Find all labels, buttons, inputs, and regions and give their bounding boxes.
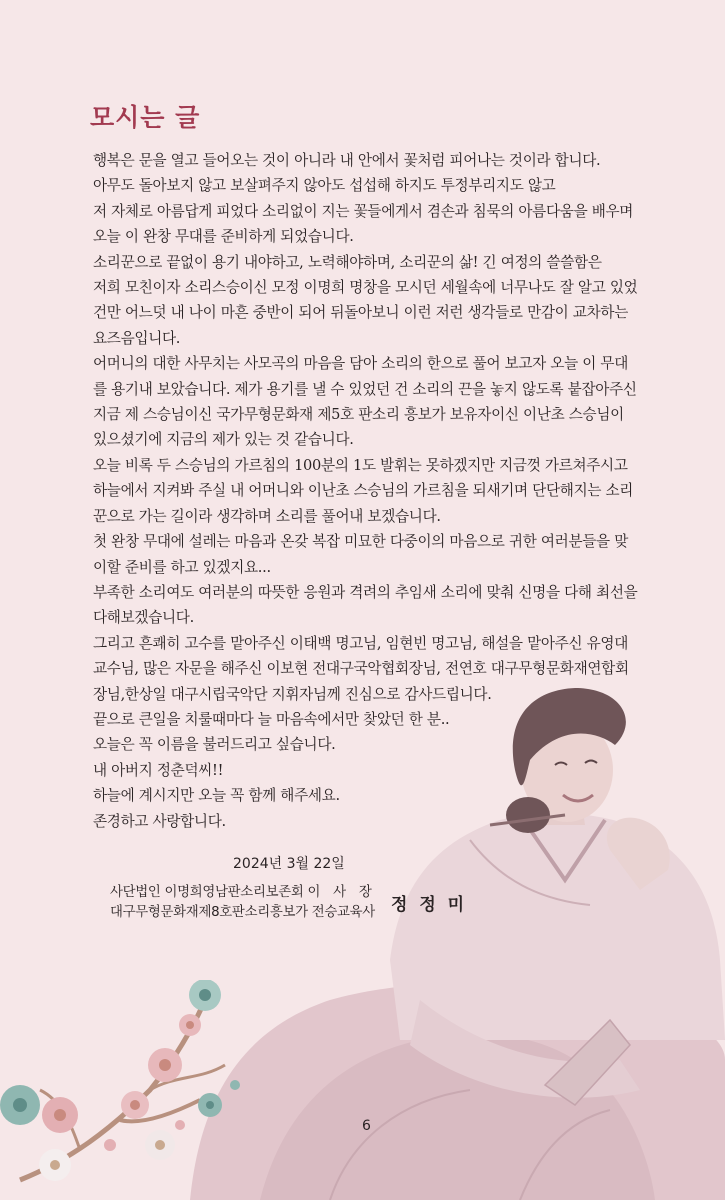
body-line: 장님,한상일 대구시립국악단 지휘자님께 진심으로 감사드립니다. — [93, 685, 492, 703]
body-line: 존경하고 사랑합니다. — [93, 812, 226, 830]
blossom-pink-3 — [121, 1091, 149, 1119]
body-line: 하늘에 계시지만 오늘 꼭 함께 해주세요. — [93, 787, 340, 805]
body-line: 있으셨기에 지금의 제가 있는 것 같습니다. — [93, 431, 354, 449]
plum-blossom-illustration — [0, 980, 320, 1200]
body-line: 아무도 돌아보지 않고 보살펴주지 않아도 섭섭해 하지도 투정부리지도 않고 — [93, 177, 556, 195]
body-line: 소리꾼으로 끝없이 용기 내야하고, 노력해야하며, 소리꾼의 삶! 긴 여정의 쓸쓸함은 — [93, 253, 602, 271]
body-line: 이할 준비를 하고 있겠지요... — [93, 558, 271, 576]
body-line: 첫 완창 무대에 설레는 마음과 온갖 복잡 미묘한 다중이의 마음으로 귀한 여러분들을 맞 — [93, 533, 628, 551]
body-line: 그리고 흔쾌히 고수를 맡아주신 이태백 명고님, 임현빈 명고님, 해설을 맡아주신 유영대 — [93, 634, 628, 652]
hanbok-jacket — [390, 813, 725, 1040]
body-line: 교수님, 많은 자문을 해주신 이보현 전대구국악협회장님, 전연호 대구무형문화재연합회 — [93, 660, 629, 678]
letter-body — [93, 148, 653, 834]
body-line: 저희 모친이자 소리스승이신 모정 이명희 명창을 모시던 세월속에 너무나도 잘 알고 있었 — [93, 279, 638, 297]
body-line: 건만 어느덧 내 나이 마흔 중반이 되어 뒤돌아보니 이런 저런 생각들로 만감이 교차하는 — [93, 304, 628, 322]
body-line: 저 자체로 아름답게 피었다 소리없이 지는 꽃들에게서 겸손과 침묵의 아름다움을 배우며 — [93, 202, 634, 220]
body-line: 부족한 소리여도 여러분의 따뜻한 응원과 격려의 추임새 소리에 맞춰 신명을 다해 최선을 — [93, 583, 638, 601]
body-line: 끝으로 큰일을 치룰때마다 늘 마음속에서만 찾았던 한 분.. — [93, 710, 450, 728]
body-line: 어머니의 대한 사무치는 사모곡의 마음을 담아 소리의 한으로 풀어 보고자 오늘 이 무대 — [93, 355, 628, 373]
body-line: 오늘은 꼭 이름을 불러드리고 싶습니다. — [93, 736, 336, 754]
body-line: 내 아버지 정춘덕씨!! — [93, 761, 224, 779]
body-line: 다해보겠습니다. — [93, 609, 194, 627]
signature-title-line-1: 사단법인 이명희영남판소리보존회 이 사 장 — [110, 885, 372, 900]
body-line: 지금 제 스승님이신 국가무형문화재 제5호 판소리 흥보가 보유자이신 이난초 스승님이 — [93, 406, 624, 424]
blossom-pink-4 — [179, 1014, 201, 1036]
body-line: 꾼으로 가는 길이라 생각하며 소리를 풀어내 보겠습니다. — [93, 507, 441, 525]
blossom-pink-1 — [148, 1048, 182, 1082]
blossom-teal-1 — [0, 1085, 40, 1125]
signature-titles — [110, 883, 375, 923]
signature-name: 정 정 미 — [391, 895, 468, 915]
page-title: 모시는 글 — [90, 103, 201, 132]
blossom-teal-2 — [189, 980, 221, 1011]
blossom-white-1 — [39, 1149, 71, 1181]
body-line: 요즈음입니다. — [93, 329, 181, 347]
blossom-teal-3 — [198, 1093, 222, 1117]
page-number: 6 — [362, 1118, 371, 1134]
signature-title-line-2: 대구무형문화재제8호판소리흥보가 전승교육사 — [110, 905, 375, 920]
blossom-pink-2 — [42, 1097, 78, 1133]
body-line: 오늘 이 완창 무대를 준비하게 되었습니다. — [93, 228, 354, 246]
body-line: 를 용기내 보았습니다. 제가 용기를 낼 수 있었던 건 소리의 끈을 놓지 않도록 붙잡아주신 — [93, 380, 637, 398]
letter-date: 2024년 3월 22일 — [233, 856, 345, 872]
blossom-white-2 — [145, 1130, 175, 1160]
body-line: 오늘 비록 두 스승님의 가르침의 100분의 1도 발휘는 못하겠지만 지금껏 가르쳐주시고 — [93, 456, 628, 474]
body-line: 행복은 문을 열고 들어오는 것이 아니라 내 안에서 꽃처럼 피어나는 것이라 합니다. — [93, 152, 601, 169]
body-line: 하늘에서 지켜봐 주실 내 어머니와 이난초 스승님의 가르침을 되새기며 단단해지는 소리 — [93, 482, 634, 500]
